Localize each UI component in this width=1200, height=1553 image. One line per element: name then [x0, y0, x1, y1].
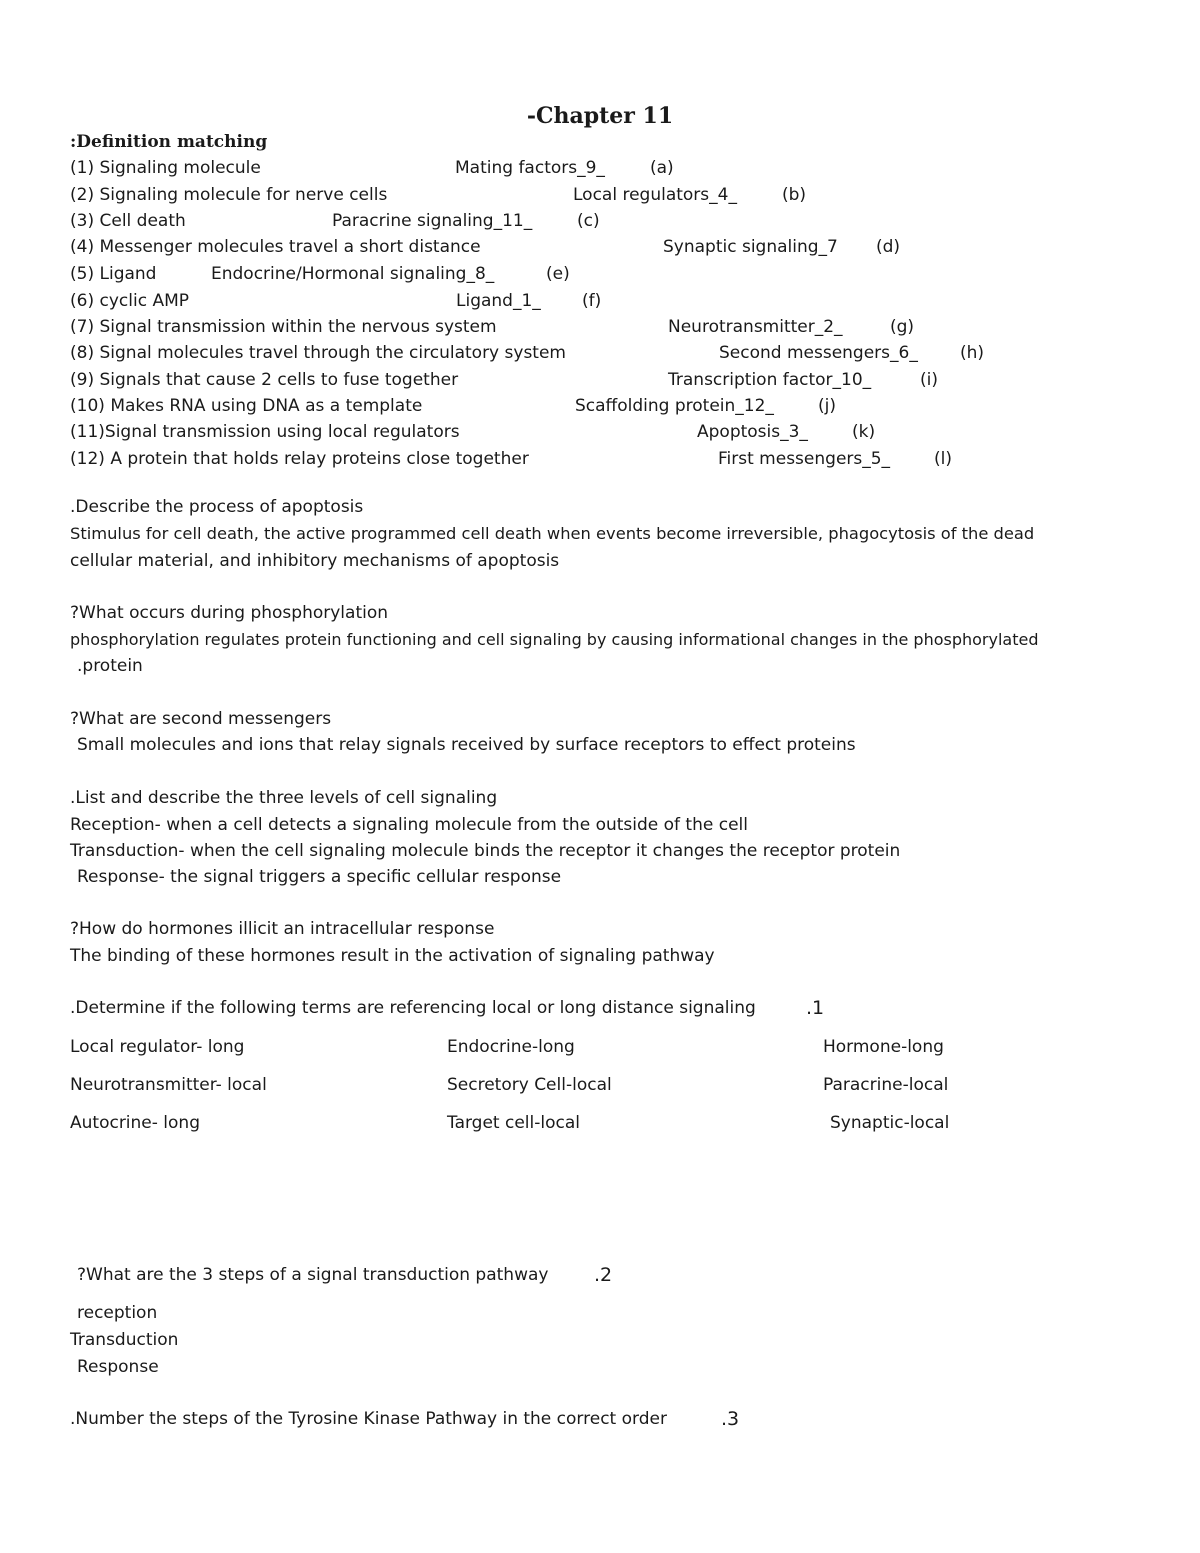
matching-letter-12: (l): [934, 449, 952, 469]
q1-term-target-cell: Target cell-local: [447, 1113, 580, 1133]
q1-term-synaptic: Synaptic-local: [830, 1113, 950, 1133]
matching-term-5: Endocrine/Hormonal signaling_8_: [211, 264, 495, 284]
matching-def-8: (8) Signal molecules travel through the circulatory system: [70, 343, 566, 363]
matching-term-11: Apoptosis_3_: [697, 422, 808, 442]
matching-def-1: (1) Signaling molecule: [70, 158, 261, 178]
matching-term-4: Synaptic signaling_7: [663, 237, 838, 257]
matching-heading: :Definition matching: [70, 132, 268, 152]
hormones-question: ?How do hormones illicit an intracellular response: [70, 919, 495, 939]
matching-def-7: (7) Signal transmission within the nervous system: [70, 317, 497, 337]
apoptosis-question: .Describe the process of apoptosis: [70, 497, 364, 517]
matching-letter-3: (c): [577, 211, 600, 231]
matching-def-5: (5) Ligand: [70, 264, 157, 284]
matching-term-12: First messengers_5_: [718, 449, 891, 469]
apoptosis-answer-line-2: cellular material, and inhibitory mechanisms of apoptosis: [70, 551, 560, 571]
q1-term-hormone: Hormone-long: [823, 1037, 944, 1057]
q1-term-paracrine: Paracrine-local: [823, 1075, 949, 1095]
q1-term-endocrine: Endocrine-long: [447, 1037, 575, 1057]
matching-term-9: Transcription factor_10_: [668, 370, 872, 390]
matching-term-3: Paracrine signaling_11_: [332, 211, 533, 231]
matching-term-6: Ligand_1_: [456, 291, 541, 311]
matching-def-10: (10) Makes RNA using DNA as a template: [70, 396, 423, 416]
q3-number: .3: [721, 1408, 740, 1430]
matching-term-2: Local regulators_4_: [573, 185, 737, 205]
levels-transduction: Transduction- when the cell signaling molecule binds the receptor it changes the receptor protein: [70, 841, 901, 861]
q2-step-transduction: Transduction: [70, 1330, 179, 1350]
matching-letter-2: (b): [782, 185, 807, 205]
page-title: -Chapter 11: [526, 103, 674, 129]
matching-def-2: (2) Signaling molecule for nerve cells: [70, 185, 388, 205]
q1-term-local-regulator: Local regulator- long: [70, 1037, 245, 1057]
matching-term-8: Second messengers_6_: [719, 343, 918, 363]
matching-letter-5: (e): [546, 264, 570, 284]
matching-def-6: (6) cyclic AMP: [70, 291, 189, 311]
levels-response: Response- the signal triggers a specific cellular response: [77, 867, 562, 887]
matching-letter-4: (d): [876, 237, 901, 257]
matching-letter-9: (i): [920, 370, 938, 390]
second-messengers-answer: Small molecules and ions that relay signals received by surface receptors to effect proteins: [77, 735, 856, 755]
phosphorylation-answer-line-1: phosphorylation regulates protein functioning and cell signaling by causing informational changes in the phosphorylated: [70, 630, 1039, 649]
q2-step-reception: reception: [77, 1303, 158, 1323]
levels-question: .List and describe the three levels of cell signaling: [70, 788, 498, 808]
matching-letter-11: (k): [852, 422, 876, 442]
matching-def-9: (9) Signals that cause 2 cells to fuse together: [70, 370, 459, 390]
matching-def-11: (11)Signal transmission using local regulators: [70, 422, 460, 442]
second-messengers-question: ?What are second messengers: [70, 709, 332, 729]
q2-text: ?What are the 3 steps of a signal transduction pathway: [77, 1265, 549, 1285]
matching-letter-1: (a): [650, 158, 674, 178]
matching-term-7: Neurotransmitter_2_: [668, 317, 843, 337]
matching-def-3: (3) Cell death: [70, 211, 186, 231]
matching-def-4: (4) Messenger molecules travel a short distance: [70, 237, 481, 257]
q1-term-neurotransmitter: Neurotransmitter- local: [70, 1075, 267, 1095]
hormones-answer: The binding of these hormones result in the activation of signaling pathway: [70, 946, 715, 966]
levels-reception: Reception- when a cell detects a signaling molecule from the outside of the cell: [70, 815, 748, 835]
q1-term-autocrine: Autocrine- long: [70, 1113, 200, 1133]
q1-term-secretory-cell: Secretory Cell-local: [447, 1075, 612, 1095]
q3-text: .Number the steps of the Tyrosine Kinase Pathway in the correct order: [70, 1409, 667, 1429]
matching-letter-7: (g): [890, 317, 915, 337]
matching-letter-6: (f): [582, 291, 602, 311]
matching-def-12: (12) A protein that holds relay proteins close together: [70, 449, 529, 469]
matching-letter-8: (h): [960, 343, 985, 363]
q1-number: .1: [806, 997, 825, 1019]
matching-term-10: Scaffolding protein_12_: [575, 396, 774, 416]
phosphorylation-question: ?What occurs during phosphorylation: [70, 603, 389, 623]
q1-text: .Determine if the following terms are referencing local or long distance signaling: [70, 998, 756, 1018]
phosphorylation-answer-line-2: .protein: [77, 656, 143, 676]
apoptosis-answer-line-1: Stimulus for cell death, the active programmed cell death when events become irreversible, phagocytosis of the dead: [70, 524, 1035, 543]
matching-letter-10: (j): [818, 396, 836, 416]
q2-number: .2: [594, 1264, 613, 1286]
matching-term-1: Mating factors_9_: [455, 158, 605, 178]
q2-step-response: Response: [77, 1357, 159, 1377]
